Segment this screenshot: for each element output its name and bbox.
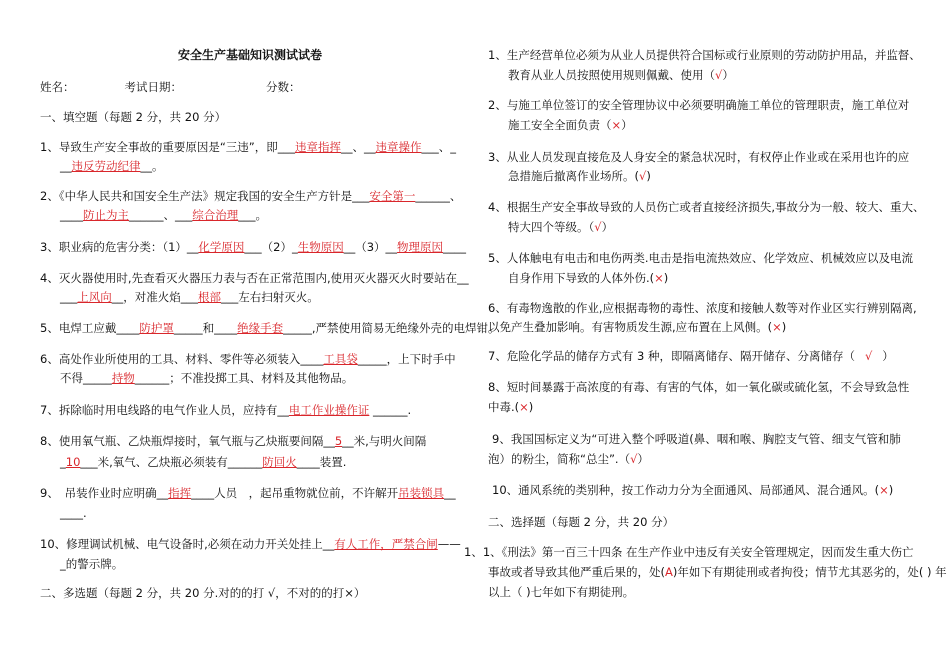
answer-blank: 违反劳动纪律 xyxy=(71,159,141,173)
answer-blank: 防止为主 xyxy=(83,208,129,222)
question-6-line-2: 不得_____持物______；不准投掷工具、材料及其他物品。 xyxy=(60,371,354,385)
answer-blank: 化学原因 xyxy=(198,240,245,254)
answer-blank: 上风向 xyxy=(77,290,112,304)
tf-item-7: 7、危险化学品的储存方式有 3 种，即隔离储存、隔开储存、分离储存（ √ ） xyxy=(488,349,894,363)
tf-item-3-line-2: 急措施后撤离作业场所。(√) xyxy=(508,169,651,183)
answer-blank: 吊装锁具 xyxy=(398,486,445,500)
header-fields xyxy=(40,80,301,95)
tf-item-6-line-2: 以免产生叠加影响。有害物质发生源,应布置在上风侧。(×) xyxy=(488,320,787,334)
tf-item-4-line-1: 4、根据生产安全事故导致的人员伤亡或者直接经济损失,事故分为一般、较大、重大、 xyxy=(488,200,925,214)
answer-mark: × xyxy=(654,271,664,285)
question-9-line-1: 9、 吊装作业时应明确__指挥____人员 ，起吊重物就位前，不许解开吊装锁具__ xyxy=(40,486,456,500)
section-choice: 二、选择题（每题 2 分，共 20 分） xyxy=(488,515,675,529)
question-4-line-2: ___上风向__，对准火焰___根部___左右扫射灭火。 xyxy=(60,290,319,304)
tf-item-8-line-1: 8、短时间暴露于高浓度的有毒、有害的气体，如一氧化碳或硫化氢，不会导致急性 xyxy=(488,380,910,394)
question-7: 7、拆除临时用电线路的电气作业人员，应持有__电工作业操作证 ______. xyxy=(40,403,412,417)
page-title: 安全生产基础知识测试试卷 xyxy=(178,48,323,62)
answer-mark: √ xyxy=(715,68,723,82)
question-4-line-1: 4、灭火器使用时,先查看灭火器压力表与否在正常范围内,使用灭火器灭火时要站在__ xyxy=(40,271,469,285)
choice-item-1-line-3: 以上（ )七年如下有期徒刑。 xyxy=(488,585,635,599)
answer-blank: 违章指挥 xyxy=(294,140,341,154)
question-5: 5、电焊工应戴____防护罩_____和____绝缘手套_____,严禁使用简易无绝缘外壳的电焊钳。 xyxy=(40,321,500,335)
question-10-line-2: _的警示牌。 xyxy=(60,557,124,571)
answer-mark: √ xyxy=(864,349,873,363)
question-3: 3、职业病的危害分类：（1）__化学原因___（2）_生物原因__（3）__物理原因____ xyxy=(40,240,467,254)
answer-mark: √ xyxy=(594,220,602,234)
question-1-line-1: 1、导致生产安全事故的重要原因是“三违”，即___违章指挥__、__违章操作___、_ xyxy=(40,140,456,154)
question-6-line-1: 6、高处作业所使用的工具、材料、零件等必须装入____工具袋_____，上下时手中 xyxy=(40,352,456,366)
name-label: 姓名： xyxy=(40,80,75,94)
question-9-line-2: ____. xyxy=(60,506,87,520)
answer-blank: 违章操作 xyxy=(375,140,422,154)
question-2-line-2: ____防止为主______、___综合治理___。 xyxy=(60,208,267,222)
answer-mark: √ xyxy=(639,169,647,183)
tf-item-2-line-1: 2、与施工单位签订的安全管理协议中必须要明确施工单位的管理职责，施工单位对 xyxy=(488,98,910,112)
choice-item-1-line-2: 事故或者导致其他严重后果的，处(A)年如下有期徒刑或者拘役；情节尤其恶劣的，处( ) 年 xyxy=(488,565,947,579)
answer-blank: 电工作业操作证 xyxy=(288,403,370,417)
answer-mark: × xyxy=(611,118,622,132)
tf-item-10: 10、通风系统的类别种，按工作动力分为全面通风、局部通风、混合通风。(×) xyxy=(492,483,894,497)
choice-item-1-line-1: 1、1、《刑法》第一百三十四条 在生产作业中违反有关安全管理规定，因而发生重大伤亡 xyxy=(464,545,914,559)
score-label: 分数： xyxy=(266,80,301,94)
tf-item-1-line-1: 1、生产经营单位必须为从业人员提供符合国标或行业原则的劳动防护用品，并监督、 xyxy=(488,48,921,62)
question-1-line-2: __违反劳动纪律__。 xyxy=(60,159,164,173)
section-multiple-choice: 二、多选题（每题 2 分，共 20 分.对的的打 √，不对的的打×） xyxy=(40,586,366,600)
answer-mark: √ xyxy=(630,452,638,466)
answer-blank: 指挥 xyxy=(168,486,192,500)
tf-item-9-line-1: 9、我国国标定义为“可进入整个呼吸道(鼻、咽和喉、胸腔支气管、细支气管和肺 xyxy=(492,432,901,446)
answer-blank: 综合治理 xyxy=(192,208,239,222)
answer-blank: 有人工作，严禁合闸 xyxy=(334,537,438,551)
question-8-line-2: _10___米,氧气、乙炔瓶必须装有______防回火____装置. xyxy=(60,455,347,469)
answer-blank: 5 xyxy=(334,434,343,448)
tf-item-4-line-2: 特大四个等级。（√） xyxy=(508,220,614,234)
answer-blank: 安全第一 xyxy=(369,189,416,203)
question-10-line-1: 10、修理调试机械、电气设备时,必须在动力开关处挂上__有人工作，严禁合闸—— xyxy=(40,537,461,551)
tf-item-6-line-1: 6、有毒物逸散的作业,应根据毒物的毒性、浓度和接触人数等对作业区实行辨别隔离, xyxy=(488,301,917,315)
tf-item-1-line-2: 教育从业人员按照使用规则佩戴、使用（√） xyxy=(508,68,734,82)
tf-item-5-line-2: 自身作用下导致的人体外伤.(×) xyxy=(508,271,669,285)
answer-mark: × xyxy=(879,483,889,497)
answer-mark: × xyxy=(519,400,529,414)
section-fill-blank: 一、填空题（每题 2 分，共 20 分） xyxy=(40,110,227,124)
answer-blank: 持物 xyxy=(111,371,135,385)
tf-item-5-line-1: 5、人体触电有电击和电伤两类.电击是指电流热效应、化学效应、机械效应以及电流 xyxy=(488,251,913,265)
tf-item-8-line-2: 中毒.(×) xyxy=(488,400,534,414)
tf-item-9-line-2: 泡）的粉尘，简称“总尘”.（√） xyxy=(488,452,649,466)
answer-blank: 防回火 xyxy=(262,455,297,469)
answer-blank: 防护罩 xyxy=(139,321,174,335)
tf-item-3-line-1: 3、从业人员发现直接危及人身安全的紧急状况时，有权停止作业或在采用也许的应 xyxy=(488,150,910,164)
tf-item-2-line-2: 施工安全全面负责（×） xyxy=(508,118,633,132)
answer-blank: 工具袋 xyxy=(323,352,358,366)
answer-blank: 根部 xyxy=(198,290,221,304)
answer-mark: × xyxy=(772,320,782,334)
answer-blank: 绝缘手套 xyxy=(237,321,284,335)
answer-blank: 物理原因 xyxy=(397,240,444,254)
answer-blank: 10 xyxy=(65,455,81,469)
question-8-line-1: 8、使用氧气瓶、乙炔瓶焊接时，氧气瓶与乙炔瓶要间隔__5__米,与明火间隔 xyxy=(40,434,427,448)
question-2-line-1: 2、《中华人民共和国安全生产法》规定我国的安全生产方针是___安全第一______、 xyxy=(40,189,462,203)
answer-mark: A xyxy=(665,565,673,579)
answer-blank: 生物原因 xyxy=(297,240,344,254)
date-label: 考试日期： xyxy=(124,80,182,94)
